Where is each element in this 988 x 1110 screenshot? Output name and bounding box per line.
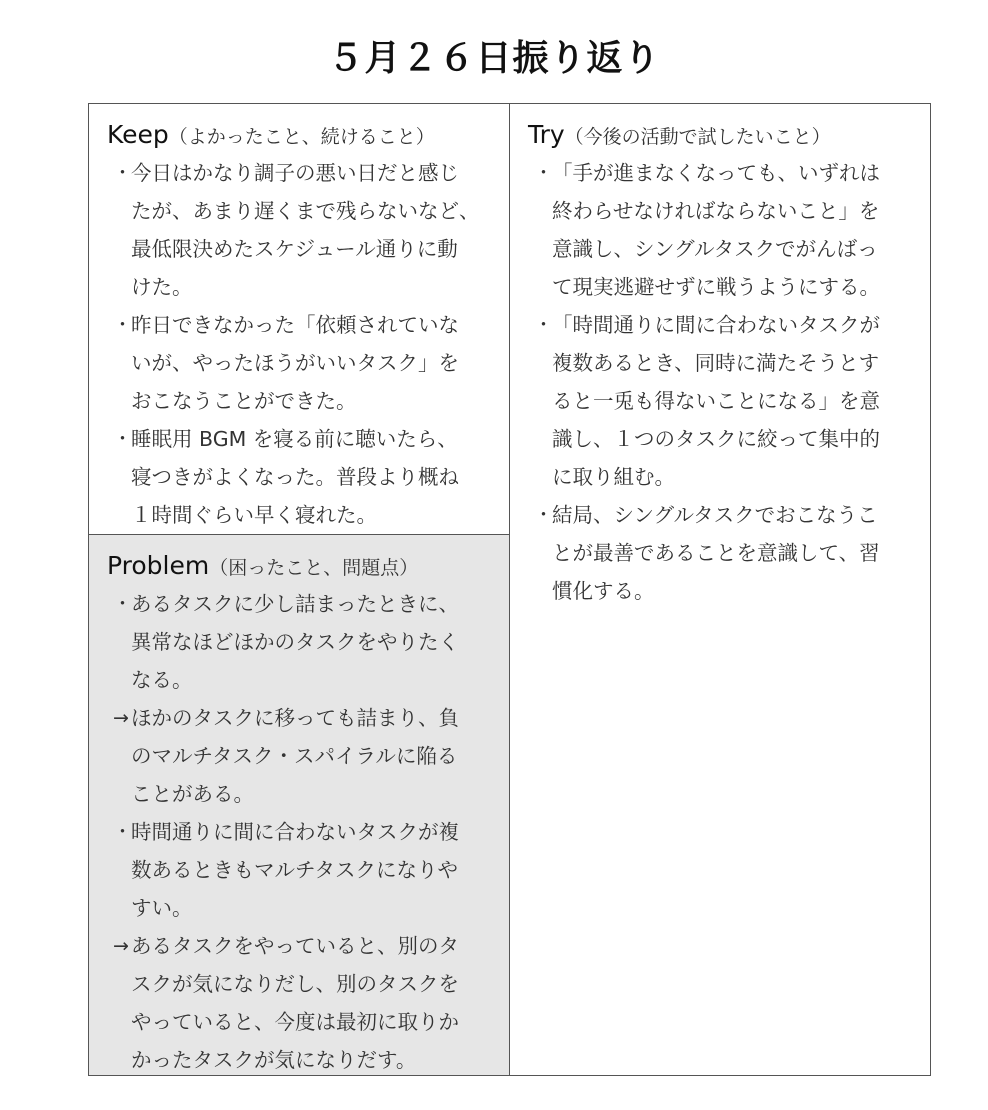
try-subtitle: （今後の活動で試したいこと） <box>564 126 831 148</box>
item-text-line: ると一兎も得ないことになる」を意 <box>552 389 880 413</box>
list-item <box>107 927 509 1079</box>
item-text-line: あるタスクをやっていると、別のタ <box>131 934 459 958</box>
bullet-marker: ・ <box>113 314 133 336</box>
item-text-line: けた。 <box>131 275 193 299</box>
item-text-line: 異常なほどほかのタスクをやりたく <box>131 630 459 654</box>
item-text-line: 「時間通りに間に合わないタスクが <box>552 313 880 337</box>
list-item <box>528 496 930 610</box>
bullet-marker: ・ <box>113 162 133 184</box>
item-text-line: なる。 <box>131 668 193 692</box>
problem-section <box>89 535 509 1075</box>
try-items <box>528 154 930 610</box>
bullet-marker: ・ <box>113 593 133 615</box>
item-text-line: １時間ぐらい早く寝れた。 <box>131 503 377 527</box>
item-text-line: すい。 <box>131 896 193 920</box>
item-text-line: に取り組む。 <box>552 465 675 489</box>
item-text-line: のマルチタスク・スパイラルに陥る <box>131 744 458 768</box>
arrow-marker: → <box>113 935 129 957</box>
item-text-line: ことがある。 <box>131 782 254 806</box>
keep-items <box>107 154 509 534</box>
item-text-line: 今日はかなり調子の悪い日だと感じ <box>131 161 459 185</box>
list-item <box>107 699 509 813</box>
problem-label: Problem <box>107 551 210 580</box>
section-heading <box>107 118 509 154</box>
list-item <box>107 306 509 420</box>
item-text-line: 複数あるとき、同時に満たそうとす <box>552 351 880 375</box>
bullet-marker: ・ <box>113 821 133 843</box>
item-text-line: 最低限決めたスケジュール通りに動 <box>131 237 458 261</box>
item-text-line: 睡眠用 BGM を寝る前に聴いたら、 <box>131 427 458 451</box>
item-text-line: 終わらせなければならないこと」を <box>552 199 880 223</box>
item-text-line: いが、やったほうがいいタスク」を <box>131 351 459 375</box>
item-text-line: 寝つきがよくなった。普段より概ね <box>131 465 459 489</box>
item-text-line: 「手が進まなくなっても、いずれは <box>552 161 880 185</box>
bullet-marker: ・ <box>534 162 554 184</box>
item-text-line: たが、あまり遅くまで残らないなど、 <box>131 199 480 223</box>
item-text-line: スクが気になりだし、別のタスクを <box>131 972 459 996</box>
section-heading <box>107 549 509 585</box>
item-text-line: 意識し、シングルタスクでがんばっ <box>552 237 878 261</box>
list-item <box>528 154 930 306</box>
problem-items <box>107 585 509 1079</box>
problem-subtitle: （困ったこと、問題点） <box>209 557 419 579</box>
item-text-line: 結局、シングルタスクでおこなうこ <box>552 503 878 527</box>
list-item <box>107 154 509 306</box>
item-text-line: て現実逃避せずに戦うようにする。 <box>552 275 880 299</box>
item-text-line: ほかのタスクに移っても詰まり、負 <box>131 706 459 730</box>
list-item <box>107 813 509 927</box>
item-text-line: 昨日できなかった「依頼されていな <box>131 313 459 337</box>
page-title: ５月２６日振り返り <box>327 38 661 79</box>
item-text-line: やっていると、今度は最初に取りか <box>131 1010 459 1034</box>
list-item <box>107 585 509 699</box>
item-text-line: あるタスクに少し詰まったときに、 <box>131 592 459 616</box>
section-heading <box>528 118 930 154</box>
try-section <box>510 104 930 1075</box>
item-text-line: 数あるときもマルチタスクになりや <box>131 858 458 882</box>
item-text-line: 時間通りに間に合わないタスクが複 <box>131 820 459 844</box>
item-text-line: おこなうことができた。 <box>131 389 357 413</box>
list-item <box>107 420 509 534</box>
list-item <box>528 306 930 496</box>
keep-section <box>89 104 509 535</box>
bullet-marker: ・ <box>113 428 133 450</box>
item-text-line: かったタスクが気になりだす。 <box>131 1048 417 1072</box>
arrow-marker: → <box>113 707 129 729</box>
try-label: Try <box>528 120 565 149</box>
keep-subtitle: （よかったこと、続けること） <box>168 126 435 148</box>
item-text-line: とが最善であることを意識して、習 <box>552 541 880 565</box>
item-text-line: 識し、１つのタスクに絞って集中的 <box>552 427 880 451</box>
item-text-line: 慣化する。 <box>552 579 655 603</box>
bullet-marker: ・ <box>534 314 554 336</box>
keep-label: Keep <box>107 120 169 149</box>
kpt-board <box>88 103 931 1076</box>
bullet-marker: ・ <box>534 504 554 526</box>
